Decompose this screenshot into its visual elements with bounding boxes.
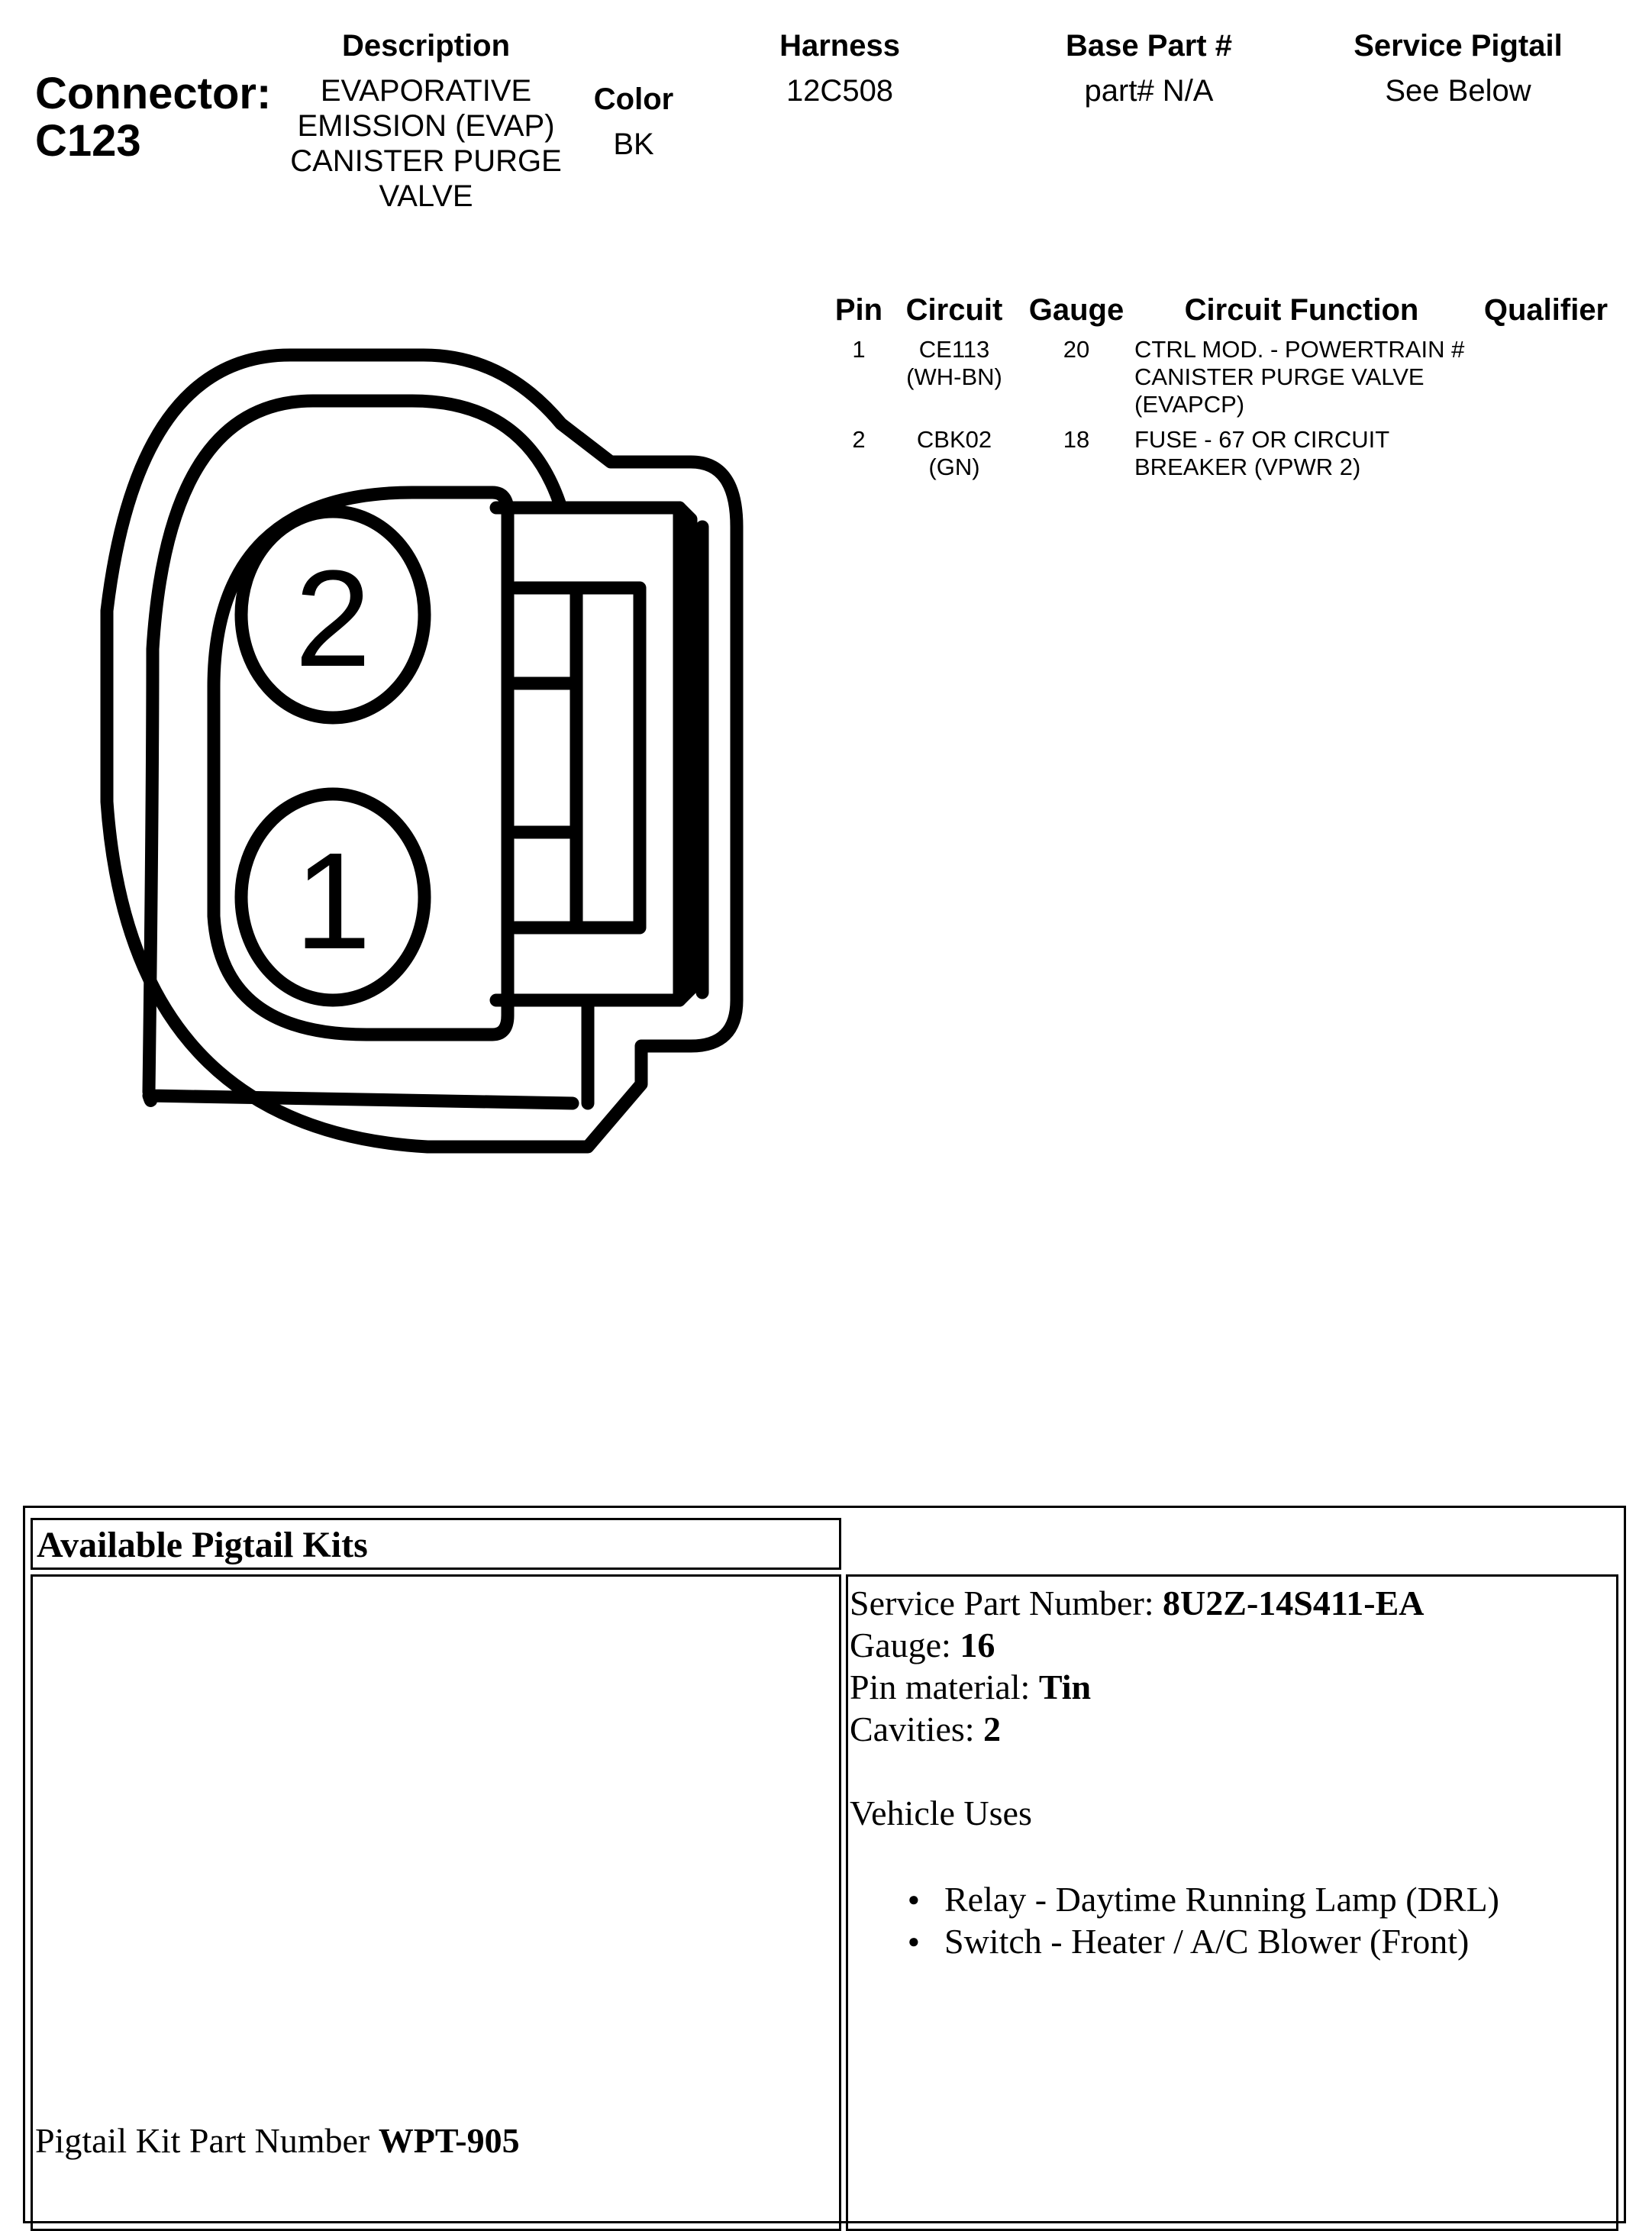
table-row-gauge: 20: [1063, 336, 1090, 363]
vehicle-uses-label: Vehicle Uses: [850, 1794, 1032, 1832]
list-item: ● Relay - Daytime Running Lamp (DRL): [908, 1878, 1613, 1920]
kit-part-value: WPT-905: [378, 2121, 520, 2160]
table-row-function: [1134, 336, 1486, 418]
harness-header: Harness: [779, 29, 900, 63]
table-row-function: [1134, 426, 1486, 481]
circuit-color: (WH-BN): [906, 363, 1002, 390]
description-line: EMISSION (EVAP): [297, 109, 555, 143]
pigtail-kit-part-number: [35, 2120, 520, 2162]
pigtail-title: Available Pigtail Kits: [37, 1525, 368, 1565]
pin-material-label: Pin material:: [850, 1668, 1039, 1706]
table-row-pin: 1: [852, 336, 866, 363]
service-part-label: Service Part Number:: [850, 1584, 1163, 1622]
base-part-header: Base Part #: [1066, 29, 1232, 63]
pigtail-gauge-label: Gauge:: [850, 1626, 960, 1664]
gauge-col-header: Gauge: [1028, 293, 1124, 327]
service-pigtail-value: See Below: [1385, 74, 1531, 108]
color-value: BK: [613, 128, 654, 161]
pin-number-label: 1: [294, 825, 372, 978]
pin-col-header: Pin: [834, 293, 883, 327]
base-part-value: part# N/A: [1084, 74, 1214, 108]
table-row-pin: 2: [852, 426, 866, 453]
function-line: CTRL MOD. - POWERTRAIN #: [1134, 336, 1465, 363]
connector-id: C123: [35, 116, 141, 166]
table-row-gauge: 18: [1063, 426, 1090, 453]
circuit-color: (GN): [928, 454, 980, 480]
description-header: Description: [341, 29, 511, 63]
list-item: ● Switch - Heater / A/C Blower (Front): [908, 1920, 1613, 1962]
pin-number-label: 2: [294, 542, 372, 696]
description-line: VALVE: [379, 179, 473, 213]
service-part-value: 8U2Z-14S411-EA: [1163, 1584, 1425, 1622]
circuit-id: CE113: [918, 336, 990, 363]
description-line: EVAPORATIVE: [320, 74, 532, 108]
pigtail-details: [850, 1582, 1613, 1962]
pin-material-value: Tin: [1038, 1668, 1092, 1706]
connector-label-text: Connector:: [35, 69, 272, 118]
pigtail-gauge: [850, 1624, 1613, 1666]
table-row-circuit: [897, 426, 1012, 481]
pin-material: [850, 1666, 1613, 1708]
harness-value: 12C508: [786, 74, 894, 108]
cavities-value: 2: [983, 1710, 1002, 1748]
table-row-circuit: [897, 336, 1012, 391]
qualifier-col-header: Qualifier: [1483, 293, 1608, 327]
circuit-id: CBK02: [916, 426, 992, 453]
service-part-number: [850, 1582, 1613, 1624]
cavities: [850, 1708, 1613, 1750]
connector-face-diagram: [0, 0, 840, 1222]
service-pigtail-header: Service Pigtail: [1354, 29, 1563, 63]
circuit-col-header: Circuit: [905, 293, 1003, 327]
function-line: BREAKER (VPWR 2): [1134, 454, 1361, 480]
function-line: CANISTER PURGE VALVE: [1134, 363, 1425, 390]
kit-part-label: Pigtail Kit Part Number: [35, 2121, 379, 2160]
cavities-label: Cavities:: [850, 1710, 984, 1748]
circuit-function-col-header: Circuit Function: [1184, 293, 1419, 327]
function-line: FUSE - 67 OR CIRCUIT: [1134, 426, 1390, 453]
pigtail-gauge-value: 16: [960, 1626, 995, 1664]
function-line: (EVAPCP): [1134, 391, 1245, 418]
description-line: CANISTER PURGE: [290, 144, 562, 178]
color-header: Color: [593, 82, 674, 116]
vehicle-uses-list: [908, 1878, 1613, 1962]
